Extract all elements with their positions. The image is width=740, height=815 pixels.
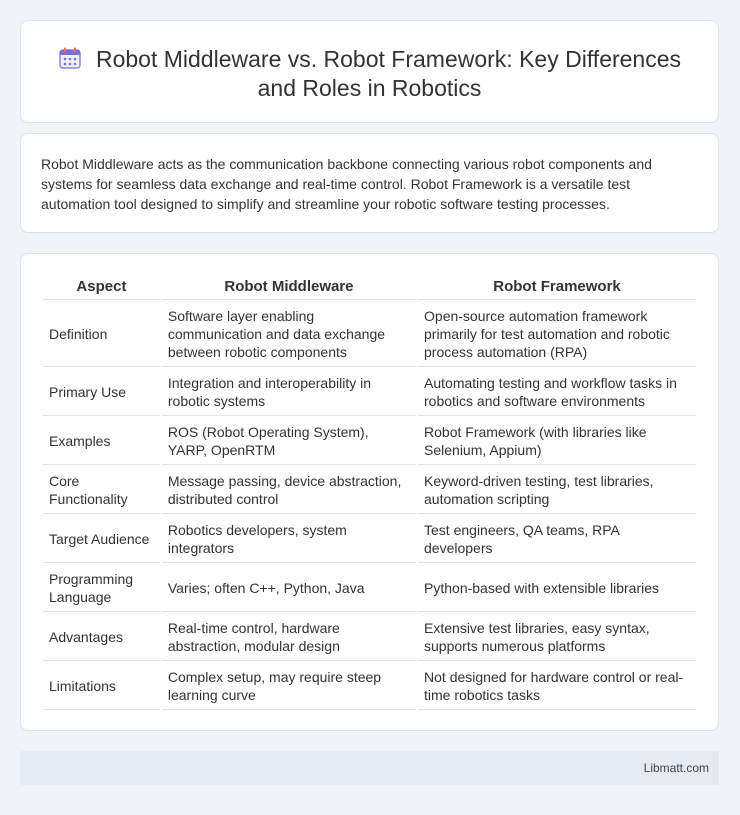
row-framework: Extensive test libraries, easy syntax, supports numerous platforms <box>418 612 696 661</box>
row-aspect: Core Functionality <box>43 465 160 514</box>
row-aspect: Limitations <box>43 661 160 710</box>
title-card <box>20 20 719 123</box>
table-row <box>43 416 696 465</box>
row-framework: Python-based with extensible libraries <box>418 563 696 612</box>
row-middleware: ROS (Robot Operating System), YARP, OpenRTM <box>162 416 416 465</box>
page-title <box>21 45 718 103</box>
comparison-card <box>20 253 719 731</box>
table-row <box>43 612 696 661</box>
intro-card <box>20 133 719 233</box>
row-aspect: Examples <box>43 416 160 465</box>
row-framework: Automating testing and workflow tasks in robotics and software environments <box>418 367 696 416</box>
table-header-row <box>43 274 696 300</box>
table-row <box>43 661 696 710</box>
footer-site-link[interactable]: Libmatt.com <box>643 761 709 775</box>
row-middleware: Message passing, device abstraction, distributed control <box>162 465 416 514</box>
row-aspect: Definition <box>43 300 160 367</box>
title-line-2: and Roles in Robotics <box>257 75 482 101</box>
table-row <box>43 514 696 563</box>
row-aspect: Primary Use <box>43 367 160 416</box>
header-robot-middleware: Robot Middleware <box>162 274 416 300</box>
header-aspect: Aspect <box>43 274 160 300</box>
table-row <box>43 465 696 514</box>
row-framework: Test engineers, QA teams, RPA developers <box>418 514 696 563</box>
row-framework: Not designed for hardware control or real-time robotics tasks <box>418 661 696 710</box>
row-middleware: Software layer enabling communication and data exchange between robotic components <box>162 300 416 367</box>
header-robot-framework: Robot Framework <box>418 274 696 300</box>
row-middleware: Varies; often C++, Python, Java <box>162 563 416 612</box>
calendar-icon <box>58 46 82 70</box>
row-aspect: Target Audience <box>43 514 160 563</box>
row-framework: Robot Framework (with libraries like Selenium, Appium) <box>418 416 696 465</box>
row-framework: Keyword-driven testing, test libraries, automation scripting <box>418 465 696 514</box>
row-aspect: Advantages <box>43 612 160 661</box>
footer <box>20 751 719 785</box>
title-line-1: Robot Middleware vs. Robot Framework: Key Differences <box>95 46 682 72</box>
table-row <box>43 367 696 416</box>
table-row <box>43 300 696 367</box>
table-row <box>43 563 696 612</box>
comparison-table <box>41 274 698 710</box>
row-middleware: Real-time control, hardware abstraction, modular design <box>162 612 416 661</box>
row-middleware: Complex setup, may require steep learning curve <box>162 661 416 710</box>
row-framework: Open-source automation framework primarily for test automation and robotic process automation (RPA) <box>418 300 696 367</box>
row-aspect: Programming Language <box>43 563 160 612</box>
row-middleware: Robotics developers, system integrators <box>162 514 416 563</box>
row-middleware: Integration and interoperability in robotic systems <box>162 367 416 416</box>
intro-text: Robot Middleware acts as the communication backbone connecting various robot components and systems for seamless data exchange and real-time control. Robot Framework is a versatile test automation tool designed to simplify and streamline your robotic software testing processes. <box>41 156 652 212</box>
